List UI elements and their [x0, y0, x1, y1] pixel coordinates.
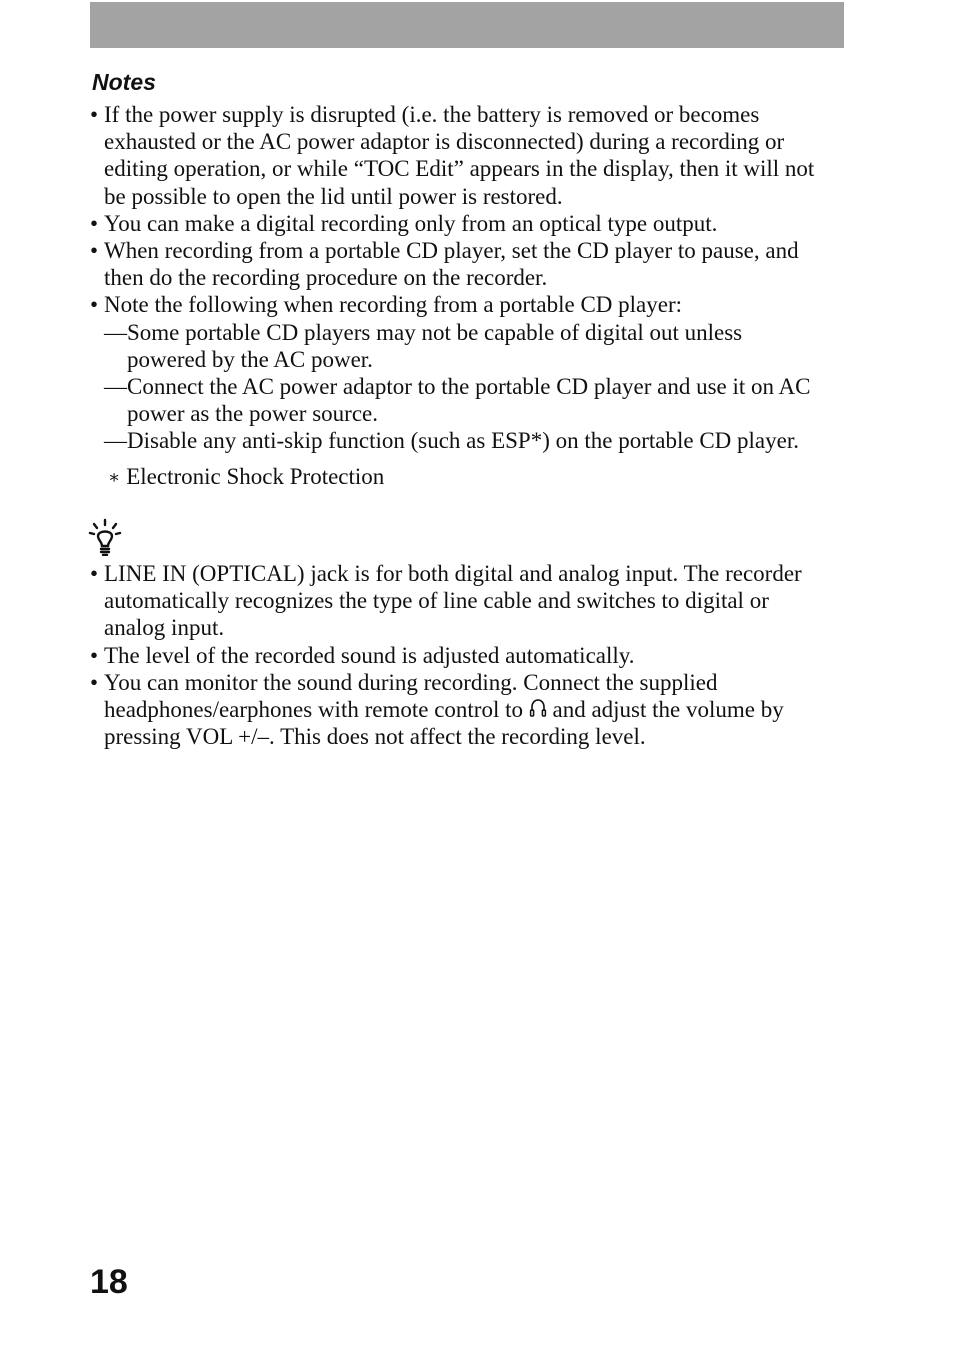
dash-marker: — [104, 319, 127, 345]
text-line: Disable any anti-skip function (such as ESP*) on the portable CD player. [127, 428, 799, 454]
text-line: The level of the recorded sound is adjusted automatically. [104, 642, 635, 668]
text-line: be possible to open the lid until power is restored. [104, 183, 563, 209]
text-line: You can make a digital recording only from an optical type output. [104, 210, 718, 236]
text-line: then do the recording procedure on the recorder. [104, 265, 548, 291]
note-subitem [90, 373, 850, 427]
note-subitem [90, 319, 850, 373]
asterisk-marker: ∗ [108, 467, 121, 487]
text-line: automatically recognizes the type of line cable and switches to digital or [104, 588, 769, 614]
dash-marker: — [104, 428, 127, 454]
bullet-icon: • [90, 669, 99, 695]
note-subitem [90, 427, 850, 454]
tips-list [90, 560, 850, 750]
note-item [90, 210, 850, 237]
text-line: Note the following when recording from a portable CD player: [104, 292, 683, 318]
bullet-icon: • [90, 642, 99, 668]
tip-item [90, 642, 850, 669]
text-segment: and adjust the volume by [552, 697, 784, 723]
text-line: exhausted or the AC power adaptor is disconnected) during a recording or [104, 129, 785, 155]
bullet-icon: • [90, 238, 99, 264]
tip-item [90, 669, 850, 751]
text-line: LINE IN (OPTICAL) jack is for both digital and analog input. The recorder [104, 561, 802, 586]
notes-list [90, 101, 850, 455]
text-line: power as the power source. [127, 401, 378, 427]
text-line: powered by the AC power. [127, 346, 373, 372]
header-bar [90, 2, 844, 48]
bullet-icon: • [90, 561, 99, 586]
headphones-icon [529, 698, 547, 718]
text-line: When recording from a portable CD player, set the CD player to pause, and [104, 238, 799, 264]
bullet-icon: • [90, 210, 99, 236]
text-line: editing operation, or while “TOC Edit” appears in the display, then it will not [104, 156, 815, 182]
note-item [90, 101, 850, 210]
bullet-icon: • [90, 102, 99, 127]
text-line: Connect the AC power adaptor to the portable CD player and use it on AC [127, 374, 811, 400]
page-number: 18 [90, 1263, 128, 1301]
notes-heading: Notes [92, 69, 156, 95]
dash-marker: — [104, 374, 127, 400]
bullet-icon: • [90, 292, 99, 318]
footnote-text: Electronic Shock Protection [126, 464, 385, 489]
footnote [108, 463, 384, 491]
tip-item [90, 560, 850, 642]
text-line: If the power supply is disrupted (i.e. the battery is removed or becomes [104, 102, 760, 127]
text-line: pressing VOL +/–. This does not affect the recording level. [104, 724, 646, 750]
text-line: Some portable CD players may not be capable of digital out unless [127, 319, 743, 345]
note-item [90, 291, 850, 318]
text-line: analog input. [104, 615, 225, 641]
note-item [90, 237, 850, 291]
text-segment: headphones/earphones with remote control to [104, 697, 523, 723]
text-line [104, 696, 850, 723]
lightbulb-hint-icon [88, 518, 122, 556]
text-line: You can monitor the sound during recording. Connect the supplied [104, 669, 718, 695]
